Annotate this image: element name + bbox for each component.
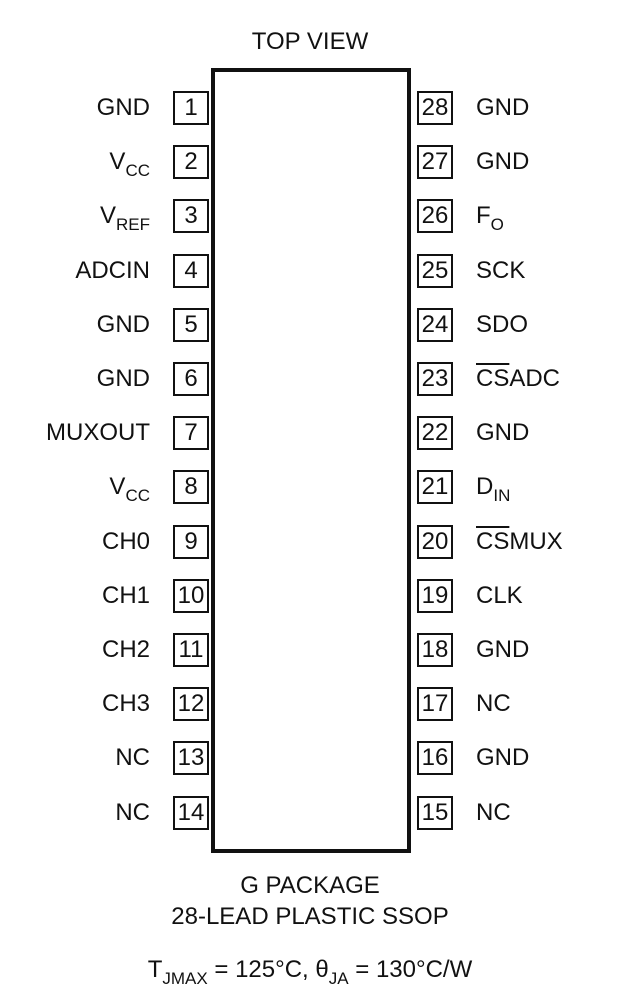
pin-label-text: V [109,473,126,500]
pin-label-text: GND [96,94,150,121]
pin-number-26: 26 [417,199,453,233]
pin-number-6: 6 [173,362,209,396]
pin-number-12: 12 [173,687,209,721]
pin-label-9 [102,527,150,557]
pin-label-text: GND [476,636,530,663]
pin-number-20: 20 [417,525,453,559]
pin-label-text: CH3 [101,690,150,717]
pin-label-text: GND [476,148,530,175]
pin-number-4: 4 [173,254,209,288]
pin-number-21: 21 [417,470,453,504]
thermal-spec [0,956,620,988]
pin-label-10 [102,581,150,611]
pin-label-text: NC [476,690,511,717]
pin-label-5 [97,310,150,340]
pin-label-14 [115,798,150,828]
pin-label-text: MUXOUT [46,419,150,446]
pin-label-text: SDO [476,311,529,338]
package-description: 28-LEAD PLASTIC SSOP [171,903,449,930]
pin-label-text: V [99,202,116,229]
pin-label-20 [476,527,563,557]
pin-label-24 [476,310,528,340]
pin-label-text: NC [115,744,150,771]
pin-number-24: 24 [417,308,453,342]
pin-label-17 [476,689,511,719]
pin-label-4 [75,256,150,286]
pin-label-8 [109,472,150,505]
pin-label-3 [99,201,150,234]
pin-number-23: 23 [417,362,453,396]
pin-label-1 [97,93,150,123]
pin-label-6 [97,364,150,394]
pin-number-19: 19 [417,579,453,613]
pin-label-28 [476,93,529,123]
pin-label-22 [476,418,529,448]
pin-label-suffix: MUX [509,528,563,555]
pin-label-subscript: REF [116,215,150,234]
tjmax-symbol: T [147,956,163,983]
pin-label-subscript: CC [125,486,150,505]
pin-label-text: D [476,473,494,500]
pin-number-18: 18 [417,633,453,667]
pin-number-10: 10 [173,579,209,613]
pin-label-text: V [109,148,126,175]
chip-body [211,68,411,853]
pin-label-text: GND [476,419,530,446]
pin-number-16: 16 [417,741,453,775]
pin-label-overline: $\overline{CS}$ [476,528,510,555]
pin-label-text: CH0 [101,528,150,555]
pin-number-3: 3 [173,199,209,233]
pin-label-25 [476,256,525,286]
pin-label-27 [476,147,529,177]
pin-label-overline: $\overline{CS}$ [476,365,510,392]
pin-number-28: 28 [417,91,453,125]
pin-label-23 [476,364,560,394]
theta-subscript: JA [328,969,349,988]
pin-label-21 [476,472,511,505]
pin-label-15 [476,798,511,828]
theta-value: = 130°C/W [348,956,473,983]
pin-label-subscript: CC [125,161,150,180]
pin-label-11 [102,635,150,665]
pin-label-text: NC [115,799,150,826]
pin-number-13: 13 [173,741,209,775]
pin-number-1: 1 [173,91,209,125]
pin-label-text: GND [476,744,530,771]
pin-label-13 [115,743,150,773]
pin-label-12 [102,689,150,719]
pin-number-11: 11 [173,633,209,667]
theta-symbol: θ [315,956,329,983]
pin-label-text: CH1 [101,582,150,609]
pin-label-text: ADCIN [75,257,150,284]
pin-number-17: 17 [417,687,453,721]
pin-label-text: F [476,202,491,229]
pin-number-9: 9 [173,525,209,559]
pin-number-22: 22 [417,416,453,450]
pin-number-2: 2 [173,145,209,179]
pin-label-7 [46,418,150,448]
pin-number-15: 15 [417,796,453,830]
pin-label-18 [476,635,529,665]
pin-label-subscript: IN [493,486,511,505]
pin-number-7: 7 [173,416,209,450]
pin-number-27: 27 [417,145,453,179]
pin-number-5: 5 [173,308,209,342]
pin-label-19 [476,581,523,611]
tjmax-value: = 125°C, [207,956,316,983]
pin-label-text: GND [96,365,150,392]
pin-label-26 [476,201,504,234]
pin-label-subscript: O [490,215,504,234]
pin-label-16 [476,743,529,773]
pin-label-text: SCK [476,257,526,284]
pin-number-25: 25 [417,254,453,288]
pin-label-suffix: ADC [509,365,561,392]
package-name: G PACKAGE [240,872,380,899]
pin-label-text: GND [476,94,530,121]
pin-label-text: NC [476,799,511,826]
pin-label-text: CLK [476,582,523,609]
pin-number-8: 8 [173,470,209,504]
pin-label-text: GND [96,311,150,338]
pin-label-2 [109,147,150,180]
pin-label-text: CH2 [101,636,150,663]
pin-number-14: 14 [173,796,209,830]
tjmax-subscript: JMAX [162,969,208,988]
diagram-title: TOP VIEW [251,28,369,55]
